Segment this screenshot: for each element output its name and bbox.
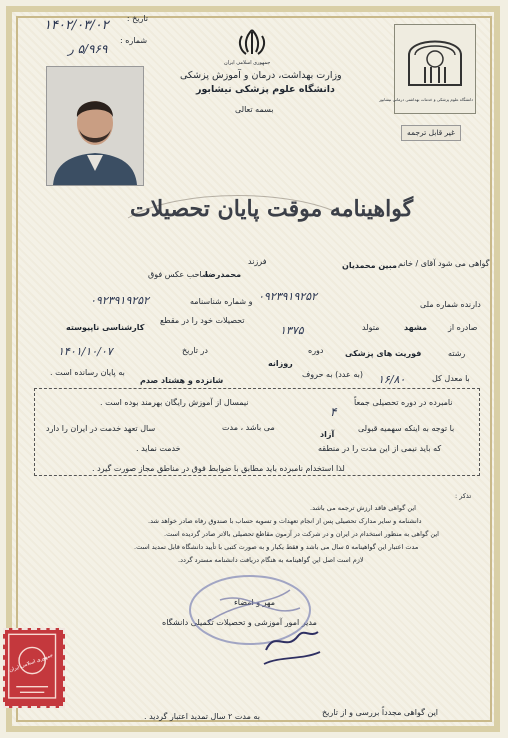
box-line1-b: نیمسال از آموزش رایگان بهرمند بوده است .: [100, 398, 249, 407]
note-item-2: دانشنامه و سایر مدارک تحصیلی پس از انجام تعهدات و تسویه حساب با صندوق رفاه صادر خواهد شد.: [148, 517, 422, 525]
father-name: محمدرضا: [205, 270, 242, 279]
ministry-name: وزارت بهداشت، درمان و آموزش پزشکی: [180, 70, 342, 81]
note-item-3: این گواهی به منظور استخدام در ایران و در شرکت در آزمون مقاطع تحصیلی بالاتر صادر گردیده است.: [164, 530, 439, 538]
issued-label: صادره از: [448, 323, 478, 332]
bismillah: بسمه تعالی: [235, 105, 274, 114]
translation-note: غیر قابل ترجمه: [401, 125, 461, 141]
logo-caption: دانشگاه علوم پزشکی و خدمات بهداشتی درمانی نیشابور: [379, 97, 473, 102]
stamp-text: جمهوری اسلامی ایران: [8, 652, 55, 674]
university-logo: [379, 24, 476, 114]
photo-label: صاحب عکس فوق: [148, 270, 209, 279]
studies-label: تحصیلات خود را در مقطع: [160, 316, 245, 325]
student-name: مبین محمدیان: [342, 261, 398, 270]
iran-emblem-icon: [232, 26, 272, 60]
photo: [46, 66, 144, 186]
gpa-value: ۱۶/۸۰: [378, 373, 406, 386]
person-photo-icon: [47, 67, 143, 185]
number-label: شماره :: [120, 36, 148, 45]
national-id: ۰۹۲۳۹۱۹۲۵۲: [258, 290, 318, 303]
field-label: رشته: [448, 349, 466, 358]
child-of-label: فرزند: [248, 257, 267, 266]
box-line2-c: سال تعهد خدمت در ایران را دارد: [46, 424, 156, 433]
emblem-caption: جمهوری اسلامی ایران: [224, 60, 271, 66]
box-line2-a: با توجه به اینکه سهمیه قبولی: [358, 424, 455, 433]
degree: کارشناسی ناپیوسته: [66, 323, 145, 332]
gpa-label: با معدل کل: [432, 374, 470, 383]
official-seal-and-signature: [180, 560, 330, 680]
signer-title: مدیر امور آموزشی و تحصیلات تکمیلی دانشگاه: [162, 618, 317, 627]
course-label: دوره: [308, 346, 324, 355]
box-line3-b: خدمت نماید .: [136, 444, 181, 453]
page-title: گواهینامه موقت پایان تحصیلات: [130, 196, 414, 222]
notes-heading: تذکر :: [455, 492, 472, 500]
footer-line-a: این گواهی مجدداً بررسی و از تاریخ: [322, 708, 439, 717]
footer-line-b: به مدت ۲ سال تمدید اعتبار گردید .: [144, 712, 260, 721]
line1-prefix: گواهی می شود آقای / خانم: [398, 259, 490, 268]
note-item-1: این گواهی فاقد ارزش ترجمه می باشد.: [310, 504, 416, 512]
university-name: دانشگاه علوم پزشکی نیشابور: [196, 84, 335, 95]
date-label: تاریخ :: [126, 14, 148, 23]
box-line1-value: ۴: [330, 405, 337, 419]
seal-label: مهر و امضاء: [234, 598, 275, 607]
box-line4: لذا استخدام نامبرده باید مطابق با ضوابط فوق در مناطق مجاز صورت گیرد .: [92, 464, 345, 473]
born-year: ۱۳۷۵: [280, 324, 304, 337]
issued-place: مشهد: [404, 323, 427, 332]
course-type: روزانه: [268, 359, 293, 368]
note-item-4: مدت اعتبار این گواهینامه ۵ سال می باشد و فقط یکبار و به صورت کتبی با تأیید دانشگاه قابل تمدید است.: [134, 543, 419, 551]
field-name: فوریت های پزشکی: [345, 349, 422, 358]
national-id-label: دارنده شماره ملی: [420, 300, 481, 309]
date-value: ۱۴۰۲/۰۳/۰۲: [44, 18, 109, 33]
graduation-date: ۱۴۰۱/۱۰/۰۷: [58, 345, 113, 358]
box-line2-value: آزاد: [320, 430, 335, 439]
cert-no-label: و شماره شناسنامه: [190, 297, 253, 306]
box-line1-a: نامبرده در دوره تحصیلی جمعاً: [354, 398, 453, 407]
note-item-5: لازم است اصل این گواهینامه به هنگام دریافت دانشنامه مسترد گردد.: [178, 556, 364, 564]
born-label: متولد: [362, 323, 380, 332]
box-line2-b: می باشد ، مدت: [222, 423, 275, 432]
date-label-2: در تاریخ: [182, 346, 208, 355]
gpa-words: شانزده و هشتاد صدم: [140, 376, 224, 385]
gpa-words-label: (به عدد) به حروف: [302, 370, 363, 379]
cert-no: ۰۹۲۳۹۱۹۲۵۲: [90, 294, 150, 307]
box-line3-a: که باید نیمی از این مدت را در منطقه: [318, 444, 442, 453]
completion-text: به پایان رسانده است .: [50, 368, 125, 377]
number-value: ۵/۹۶۹ ر: [68, 42, 108, 56]
